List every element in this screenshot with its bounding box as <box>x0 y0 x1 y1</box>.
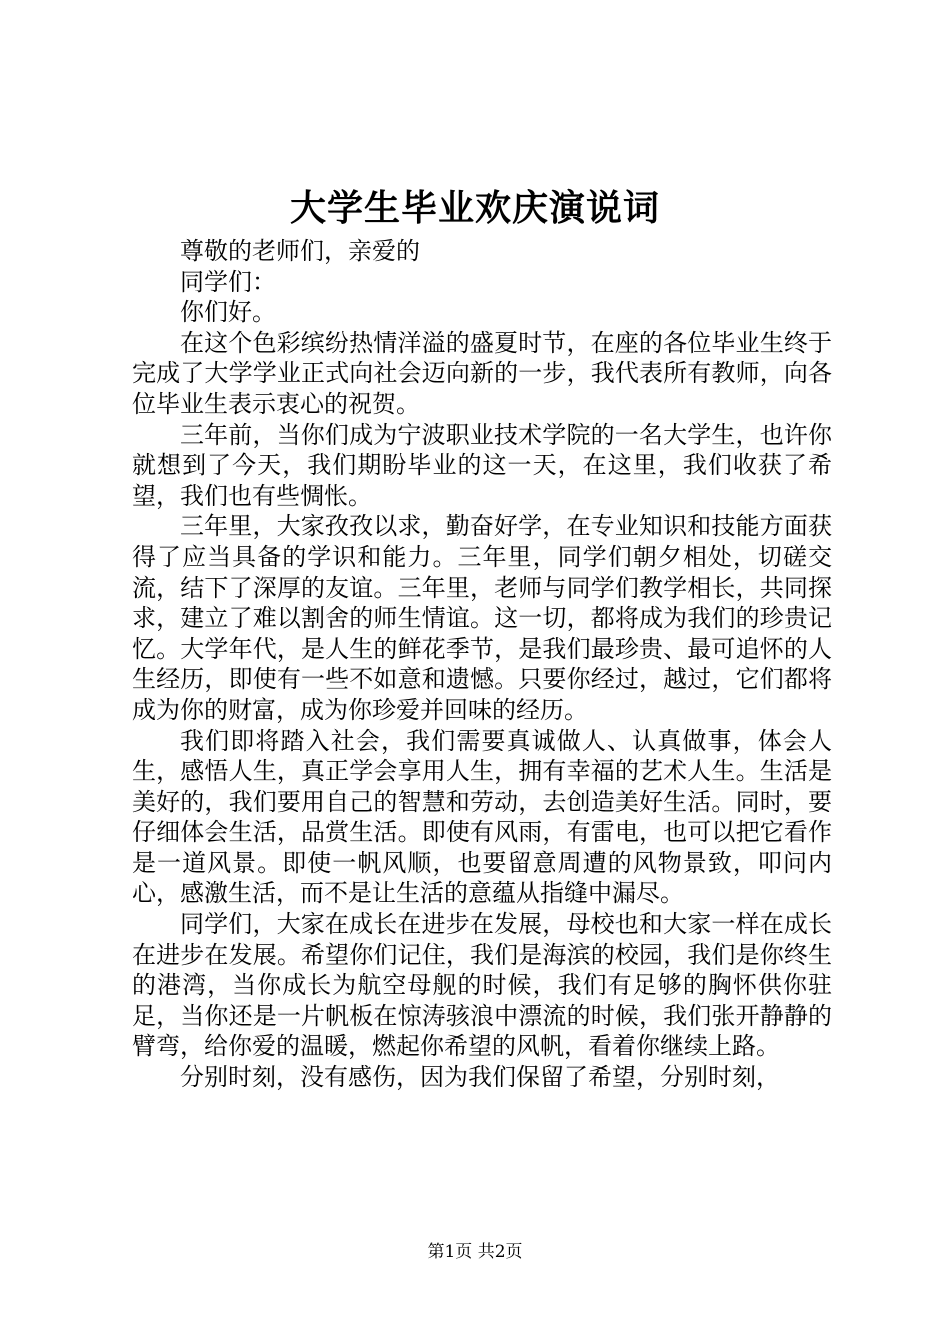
paragraph: 在这个色彩缤纷热情洋溢的盛夏时节，在座的各位毕业生终于完成了大学学业正式向社会迈向新的一步，我代表所有教师，向各位毕业生表示衷心的祝贺。 <box>132 328 832 418</box>
document-title: 大学生毕业欢庆演说词 <box>289 187 660 229</box>
paragraph: 三年前，当你们成为宁波职业技术学院的一名大学生，也许你就想到了今天，我们期盼毕业的这一天，在这里，我们收获了希望，我们也有些惆怅。 <box>132 420 832 510</box>
paragraph: 分别时刻，没有感伤，因为我们保留了希望，分别时刻， <box>180 1063 780 1092</box>
document-body <box>132 236 832 1093</box>
salutation-line-2: 同学们： <box>180 267 276 296</box>
page-number: 第1页 共2页 <box>427 1242 523 1262</box>
paragraph: 三年里，大家孜孜以求，勤奋好学，在专业知识和技能方面获得了应当具备的学识和能力。三年里，同学们朝夕相处，切磋交流，结下了深厚的友谊。三年里，老师与同学们教学相长，共同探求，建立了难以割舍的师生情谊。这一切，都将成为我们的珍贵记忆。大学年代，是人生的鲜花季节，是我们最珍贵、最可追怀的人生经历，即使有一些不如意和遗憾。只要你经过，越过，它们都将成为你的财富，成为你珍爱并回味的经历。 <box>132 512 832 724</box>
paragraph: 同学们，大家在成长在进步在发展，母校也和大家一样在成长在进步在发展。希望你们记住，我们是海滨的校园，我们是你终生的港湾，当你成长为航空母舰的时候，我们有足够的胸怀供你驻足，当你还是一片帆板在惊涛骇浪中漂流的时候，我们张开静静的臂弯，给你爱的温暖，燃起你希望的风帆，看着你继续上路。 <box>132 910 832 1061</box>
greeting: 你们好。 <box>180 298 276 327</box>
salutation-line-1: 尊敬的老师们，亲爱的 <box>180 237 420 265</box>
paragraph: 我们即将踏入社会，我们需要真诚做人、认真做事，体会人生，感悟人生，真正学会享用人生，拥有幸福的艺术人生。生活是美好的，我们要用自己的智慧和劳动，去创造美好生活。同时，要仔细体会生活，品赏生活。即使有风雨，有雷电，也可以把它看作是一道风景。即使一帆风顺，也要留意周遭的风物景致，叩问内心，感激生活，而不是让生活的意蕴从指缝中漏尽。 <box>132 726 832 908</box>
